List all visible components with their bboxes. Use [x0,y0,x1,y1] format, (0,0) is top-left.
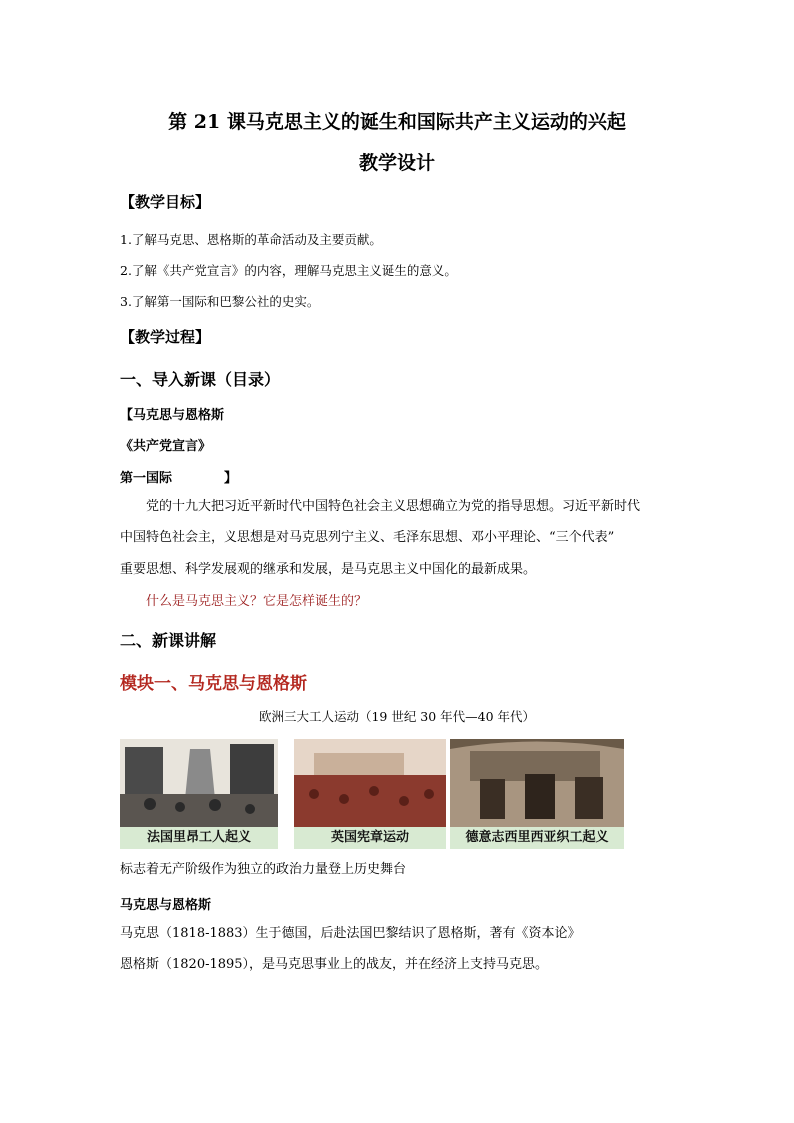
intro-paragraph-line: 重要思想、科学发展观的继承和发展，是马克思主义中国化的最新成果。 [120,562,537,577]
chartist-illustration [294,739,446,827]
intro-paragraph-line: 党的十九大把习近平新时代中国特色社会主义思想确立为党的指导思想。习近平新时代 [146,499,641,514]
document-title: 第 21 课马克思主义的诞生和国际共产主义运动的兴起 [168,111,626,133]
photo-label: 法国里昂工人起义 [120,827,278,849]
goal-item: 3.了解第一国际和巴黎公社的史实。 [120,294,320,309]
lyon-illustration [120,739,278,827]
engels-description: 恩格斯（1820-1895），是马克思事业上的战友，并在经济上支持马克思。 [120,957,549,972]
section-lecture-heading: 二、新课讲解 [120,631,217,650]
goals-heading: 【教学目标】 [120,193,211,211]
lead-question: 什么是马克思主义？它是怎样诞生的？ [146,594,368,609]
toc-item-marx-engels: 【马克思与恩格斯 [120,408,225,423]
photo-chartist-movement [294,739,446,849]
significance-statement: 标志着无产阶级作为独立的政治力量登上历史舞台 [120,862,407,877]
weavers-illustration [450,739,624,827]
toc-item-first-international: 第一国际 [120,471,173,486]
intro-paragraph-line: 中国特色社会主，义思想是对马克思列宁主义、毛泽东思想、邓小平理论、“三个代表” [120,530,615,545]
process-heading: 【教学过程】 [120,328,211,346]
movements-caption: 欧洲三大工人运动（19 世纪 30 年代—40 年代） [258,709,536,724]
goal-item: 1.了解马克思、恩格斯的革命活动及主要贡献。 [120,232,382,247]
photo-silesian-weavers [450,739,624,849]
marx-description: 马克思（1818-1883）生于德国，后赴法国巴黎结识了恩格斯，著有《资本论》 [120,926,581,941]
marx-engels-heading: 马克思与恩格斯 [120,898,212,913]
document-subtitle: 教学设计 [358,152,435,174]
module-one-heading: 模块一、马克思与恩格斯 [120,674,307,694]
photo-lyon-uprising [120,739,278,849]
goal-item: 2.了解《共产党宣言》的内容，理解马克思主义诞生的意义。 [120,263,457,278]
photo-label: 德意志西里西亚织工起义 [450,827,624,849]
photo-label: 英国宪章运动 [294,827,446,849]
toc-item-manifesto: 《共产党宣言》 [120,439,212,454]
section-intro-heading: 一、导入新课（目录） [120,370,281,389]
toc-close-bracket: 】 [224,471,238,486]
